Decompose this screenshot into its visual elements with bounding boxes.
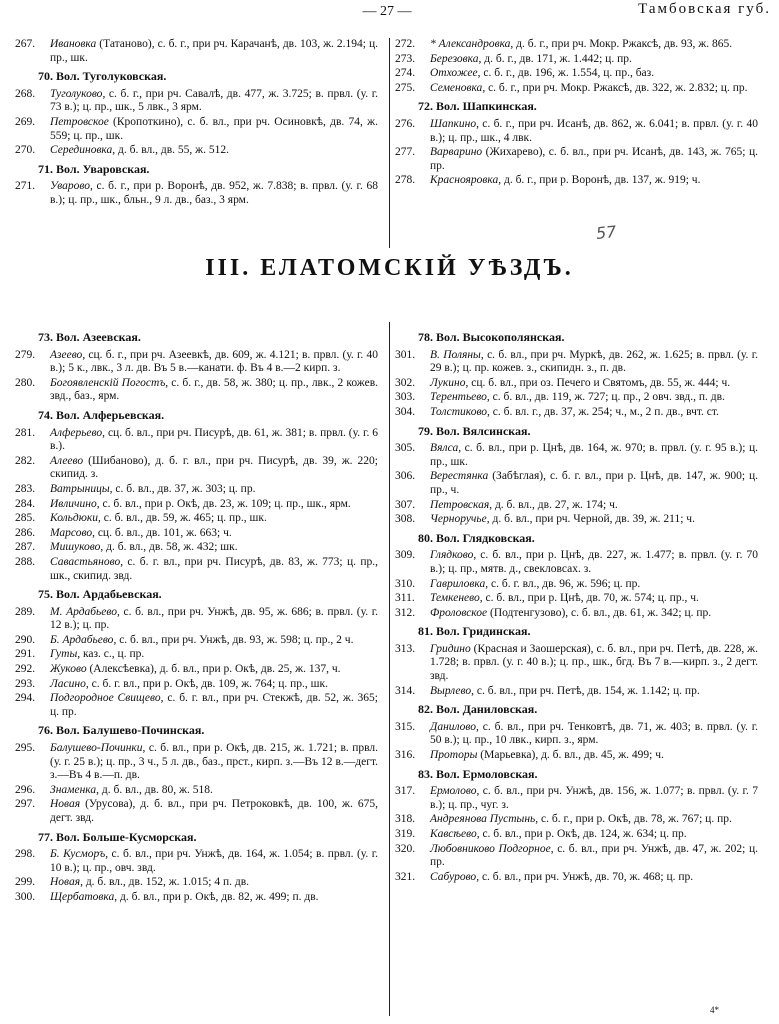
entry-number: 311. — [395, 592, 415, 605]
entry-number: 308. — [395, 513, 416, 526]
settlement-name: Вялса — [430, 442, 459, 455]
entry-number: 296. — [15, 783, 36, 796]
settlement-entry — [0, 556, 378, 583]
entry-number: 309. — [395, 549, 416, 562]
volost-heading: 75. Вол. Ардабьевская. — [38, 587, 162, 602]
settlement-name: Варварино — [430, 146, 483, 159]
settlement-name: Мишуково — [50, 541, 101, 554]
settlement-name: Уварово — [50, 180, 90, 193]
settlement-entry — [0, 784, 378, 798]
settlement-entry — [380, 685, 758, 699]
settlement-entry — [380, 643, 758, 684]
column-bottom-right — [380, 326, 758, 885]
settlement-name: Гавриловка — [430, 577, 486, 590]
settlement-name: Ватрыницы — [50, 482, 110, 495]
entry-number: 299. — [15, 876, 36, 889]
entry-number: 290. — [15, 633, 36, 646]
settlement-details: , д. б. вл., дв. 152, ж. 1.015; 4 п. дв. — [80, 876, 250, 889]
settlement-entry — [0, 455, 378, 482]
settlement-entry — [0, 88, 378, 115]
settlement-details: , сц. б. вл., при оз. Печего и Святомъ, дв. 55, ж. 444; ч. — [465, 376, 731, 389]
settlement-details: , д. б. вл., дв. 80, ж. 518. — [96, 783, 213, 796]
entry-number: 305. — [395, 442, 416, 455]
settlement-details: , с. б. вл., при р. Цнѣ, дв. 164, ж. 970; в. првл. (у. г. 95 в.); ц. пр., шк. — [430, 442, 758, 468]
entry-number: 288. — [15, 555, 36, 568]
settlement-entry — [380, 82, 758, 96]
settlement-name: Ласино — [50, 677, 86, 690]
settlement-details: , с. б. вл., при рч. Унжѣ, дв. 93, ж. 598; ц. пр., 2 ч. — [113, 633, 354, 646]
settlement-entry — [0, 180, 378, 207]
entry-number: 310. — [395, 577, 416, 590]
settlement-name: Гуты — [50, 648, 78, 661]
settlement-details: (Подтенгузово), с. б. вл., дв. 61, ж. 342; ц. пр. — [487, 606, 712, 619]
settlement-details: , с. б. вл., дв. 119, ж. 727; ц. пр., 2 овч. звд., п. дв. — [486, 391, 725, 404]
settlement-entry — [380, 53, 758, 67]
settlement-name: Отхожее — [430, 67, 478, 80]
settlement-name: Петровская — [430, 498, 490, 511]
volost-heading: 78. Вол. Высокополянская. — [418, 330, 565, 344]
settlement-name: Богоявленскій Погостъ — [50, 376, 166, 389]
entry-number: 307. — [395, 498, 416, 511]
settlement-name: Черноручье — [430, 513, 487, 526]
entry-number: 320. — [395, 842, 416, 855]
entry-number: 282. — [15, 454, 36, 467]
settlement-entry — [380, 828, 758, 842]
entry-number: 279. — [15, 348, 36, 361]
settlement-entry — [380, 377, 758, 391]
settlement-details: , с. б. вл., при рч. Унжѣ, дв. 164, ж. 1.054; в. првл. (у. г. 10 в.); ц. пр., овч. звд. — [50, 848, 378, 874]
settlement-details: , с. б. вл., при рч. Унжѣ, дв. 70, ж. 468; ц. пр. — [476, 870, 694, 883]
settlement-entry — [380, 38, 758, 52]
entry-number: 267. — [15, 38, 36, 50]
settlement-name: Щербатовка — [50, 890, 115, 903]
settlement-entry — [380, 67, 758, 81]
settlement-details: , д. б. вл., дв. 58, ж. 432; шк. — [100, 541, 238, 554]
settlement-details: , с. б. г., при рч. Савалѣ, дв. 477, ж. 3.725; в. првл. (у. г. 73 в.); ц. пр., шк., 5 лвк., 3 ярм. — [50, 87, 378, 114]
entry-number: 278. — [395, 174, 416, 187]
entry-number: 276. — [395, 117, 416, 130]
settlement-details: (Марьевка), д. б. вл., дв. 45, ж. 499; ч. — [477, 749, 664, 762]
settlement-entry — [0, 144, 378, 158]
settlement-entry — [0, 498, 378, 512]
settlement-details: , с. б. вл., при рч. Унжѣ, дв. 47, ж. 202; ц. пр. — [430, 842, 758, 869]
settlement-entry — [0, 116, 378, 143]
settlement-details: , д. б. вл., дв. 55, ж. 512. — [112, 144, 229, 157]
settlement-entry — [380, 871, 758, 885]
volost-heading: 81. Вол. Гридинская. — [418, 624, 531, 639]
settlement-name: Проторы — [430, 749, 478, 762]
settlement-details: , с. б. вл., при р. Цнѣ, дв. 70, ж. 574; ц. пр., ч. — [479, 592, 699, 605]
settlement-name: Андреянова Пустынь — [430, 813, 536, 826]
settlement-entry — [380, 785, 758, 812]
settlement-name: Кавсѣево — [430, 828, 477, 840]
settlement-details: , с. б. вл., дв. 37, ж. 303; ц. пр. — [109, 482, 256, 495]
settlement-entry — [380, 391, 758, 405]
settlement-details: , д. б. вл., дв. 27, ж. 174; ч. — [489, 498, 618, 511]
settlement-details: , с. б. вл., дв. 59, ж. 465; ц. пр., шк. — [97, 512, 267, 525]
settlement-entry — [0, 678, 378, 692]
settlement-entry — [0, 742, 378, 783]
settlement-details: (Жихарево), с. б. вл., при рч. Исанѣ, дв. 143, ж. 765; ц. пр. — [430, 146, 758, 172]
settlement-details: , с. б. вл. г., дв. 37, ж. 254; ч., м., 2 п. дв., вчт. ст. — [487, 405, 719, 418]
page-running-title: Тамбовская губ. — [638, 1, 771, 17]
settlement-details: , с. б. вл., при р. Окѣ, дв. 23, ж. 109; ц. пр., шк., ярм. — [96, 497, 351, 510]
settlement-name: * Александровка — [430, 38, 511, 50]
settlement-entry — [0, 527, 378, 541]
settlement-details: , с. б. г., при р. Воронѣ, дв. 952, ж. 7.838; в. првл. (у. г. 68 в.); ц. пр., шк., бльн., 9 л. дв., баз., 3 ярм. — [50, 180, 378, 206]
settlement-entry — [380, 349, 758, 376]
settlement-details: (Алексѣевка), д. б. вл., при р. Окѣ, дв. 25, ж. 137, ч. — [86, 663, 341, 676]
settlement-details: , с. б. вл., при рч. Унжѣ, дв. 156, ж. 1.077; в. првл. (у. г. 7 в.); ц. пр., чуг. з. — [430, 785, 758, 811]
entry-number: 303. — [395, 391, 416, 404]
volost-heading: 76. Вол. Балушево-Починская. — [38, 723, 205, 738]
settlement-name: Петровское — [50, 115, 109, 128]
entry-number: 270. — [15, 144, 36, 157]
settlement-name: Знаменка — [50, 783, 97, 796]
settlement-name: Серединовка — [50, 144, 113, 157]
settlement-entry — [0, 634, 378, 648]
entry-number: 316. — [395, 749, 416, 762]
entry-number: 283. — [15, 482, 36, 495]
settlement-name: Подгородное Свищево — [50, 692, 161, 705]
settlement-details: (Кропоткино), с. б. вл., при рч. Осиновкѣ, дв. 74, ж. 559; ц. пр., шк. — [50, 115, 378, 142]
settlement-details: , с. б. г., при р. Окѣ, дв. 78, ж. 767; ц. пр. — [535, 813, 732, 826]
volost-heading: 82. Вол. Даниловская. — [418, 702, 538, 717]
settlement-entry — [380, 749, 758, 763]
settlement-details: , с. б. г. вл., при р. Окѣ, дв. 109, ж. 764; ц. пр., шк. — [85, 677, 328, 690]
entry-number: 294. — [15, 692, 36, 705]
settlement-entry — [380, 146, 758, 173]
settlement-details: , с. б. вл., при р. Цнѣ, дв. 227, ж. 1.477; в. првл. (у. г. 70 в.); ц. пр., мятв. д., свекловсах. з. — [430, 549, 758, 575]
settlement-name: Новая — [50, 798, 81, 811]
settlement-details: , с. б. г. вл., при рч. Писурѣ, дв. 83, ж. 773; ц. пр., шк., скипид. звд. — [50, 555, 378, 582]
entry-number: 280. — [15, 376, 36, 389]
settlement-entry — [0, 427, 378, 454]
settlement-entry — [0, 512, 378, 526]
entry-number: 281. — [15, 426, 36, 439]
settlement-entry — [0, 663, 378, 677]
settlement-entry — [380, 549, 758, 576]
settlement-entry — [0, 349, 378, 376]
settlement-details: , сц. б. вл., дв. 101, ж. 663; ч. — [92, 526, 232, 539]
settlement-entry — [0, 648, 378, 662]
settlement-name: Сабурово — [430, 870, 477, 883]
volost-heading: 71. Вол. Уваровская. — [38, 161, 150, 176]
volost-heading: 83. Вол. Ермоловская. — [418, 766, 538, 781]
entry-number: 302. — [395, 376, 416, 389]
settlement-name: Ивановка — [50, 38, 97, 50]
settlement-entry — [0, 891, 378, 905]
volost-heading: 72. Вол. Шапкинская. — [418, 99, 537, 114]
settlement-entry — [380, 499, 758, 513]
settlement-entry — [380, 118, 758, 145]
volost-heading: 79. Вол. Вялсинская. — [418, 423, 531, 438]
column-top-left — [0, 38, 378, 209]
settlement-name: Алеево — [50, 454, 84, 467]
settlement-details: , д. б. вл., при р. Окѣ, дв. 82, ж. 499; п. дв. — [114, 890, 319, 903]
entry-number: 291. — [15, 648, 36, 661]
entry-number: 274. — [395, 67, 416, 80]
settlement-entry — [0, 606, 378, 633]
settlement-details: , каз. с., ц. пр. — [77, 648, 145, 661]
settlement-details: (Урусова), д. б. вл., при рч. Петроковкѣ, дв. 100, ж. 675, дегт. звд. — [50, 798, 378, 824]
handwritten-note: 57 — [595, 221, 618, 244]
page-number: — 27 — — [362, 4, 412, 19]
settlement-name: Жуково — [50, 663, 87, 676]
settlement-details: , д. б. г., при р. Воронѣ, дв. 137, ж. 919; ч. — [498, 174, 701, 187]
settlement-name: В. Поляны — [430, 348, 481, 361]
settlement-details: (Шибаново), д. б. г. вл., при рч. Писурѣ, дв. 39, ж. 220; скипид. з. — [50, 454, 378, 481]
settlement-entry — [0, 483, 378, 497]
settlement-name: Гридино — [430, 642, 471, 655]
entry-number: 268. — [15, 87, 36, 100]
settlement-entry — [0, 848, 378, 875]
entry-number: 286. — [15, 526, 36, 539]
settlement-name: Терентьево — [430, 391, 487, 404]
settlement-details: (Татаново), с. б. г., при рч. Карачанѣ, дв. 103, ж. 2.194; ц. пр., шк. — [50, 38, 378, 64]
settlement-name: Березовка — [430, 52, 479, 65]
entry-number: 297. — [15, 798, 36, 811]
entry-number: 284. — [15, 497, 36, 510]
entry-number: 292. — [15, 663, 36, 676]
entry-number: 269. — [15, 115, 36, 128]
settlement-entry — [0, 876, 378, 890]
entry-number: 306. — [395, 470, 416, 483]
entry-number: 293. — [15, 677, 36, 690]
settlement-details: (Красная и Заошерская), с. б. вл., при рч. Петѣ, дв. 228, ж. 1.728; в. првл. (у. г. 40 в.); ц. пр., шк., бгд. Въ 7 в.—кирп. з., 2 дегт. звд. — [430, 642, 758, 683]
settlement-name: Семеновка — [430, 81, 483, 94]
settlement-name: Данилово — [430, 720, 477, 733]
uezd-title: III. ЕЛАТОМСКІЙ УѢЗДЪ. — [205, 255, 574, 281]
settlement-entry — [380, 578, 758, 592]
settlement-name: Фроловское — [430, 606, 488, 619]
entry-number: 273. — [395, 52, 416, 65]
entry-number: 318. — [395, 813, 416, 826]
settlement-name: Новая — [50, 876, 81, 889]
entry-number: 304. — [395, 405, 416, 418]
settlement-details: (Забѣглая), с. б. г. вл., при р. Цнѣ, дв. 147, ж. 900; ц. пр., ч. — [430, 470, 758, 496]
settlement-details: , с. б. г. вл., при рч. Стекжѣ, дв. 52, ж. 365; ц. пр. — [50, 692, 378, 718]
entry-number: 298. — [15, 848, 36, 861]
entry-number: 319. — [395, 828, 416, 840]
entry-number: 317. — [395, 785, 416, 798]
entry-number: 285. — [15, 512, 36, 525]
entry-number: 312. — [395, 606, 416, 619]
settlement-entry — [380, 607, 758, 621]
settlement-name: Савастьяново — [50, 555, 121, 568]
settlement-details: , с. б. вл., при р. Окѣ, дв. 215, ж. 1.721; в. првл. (у. г. 25 в.); ц. пр., 3 ч., 5 л. дв., баз., прст., кирп. з.—Въ 12 в.—дегт. з.—Въ 4 в.—п. дв. — [50, 742, 378, 782]
settlement-name: Ермолово — [430, 785, 477, 798]
settlement-name: Толстиково — [430, 405, 488, 418]
volost-heading: 77. Вол. Больше-Кусморская. — [38, 829, 197, 844]
column-bottom-left — [0, 326, 378, 906]
entry-number: 272. — [395, 38, 416, 50]
settlement-entry — [380, 513, 758, 527]
settlement-name: Балушево-Починки — [50, 742, 143, 755]
entry-number: 321. — [395, 870, 416, 883]
settlement-name: Верестянка — [430, 470, 489, 483]
settlement-entry — [380, 470, 758, 497]
settlement-details: , с. б. г., при рч. Исанѣ, дв. 862, ж. 6.041; в. првл. (у. г. 40 в.); ц. пр., шк., 4 лвк. — [430, 117, 758, 144]
settlement-entry — [380, 843, 758, 870]
entry-number: 277. — [395, 146, 416, 159]
settlement-entry — [0, 798, 378, 825]
settlement-entry — [380, 721, 758, 748]
entry-number: 287. — [15, 541, 36, 554]
entry-number: 315. — [395, 720, 416, 733]
entry-number: 295. — [15, 742, 36, 755]
settlement-name: Вырлево — [430, 684, 472, 697]
settlement-details: , сц. б. г., при рч. Азеевкѣ, дв. 609, ж. 4.121; в. првл. (у. г. 40 в.); 5 к., лвк., 3 л. дв. Въ 5 в.—канати. ф. Въ 4 в.—2 кирп. з. — [50, 348, 378, 375]
settlement-name: Марсово — [50, 526, 93, 539]
volost-heading: 80. Вол. Глядковская. — [418, 530, 535, 545]
settlement-details: , с. б. вл., при рч. Унжѣ, дв. 95, ж. 686; в. првл. (у. г. 12 в.); ц. пр. — [50, 605, 379, 632]
settlement-name: Алферьево — [50, 426, 103, 439]
settlement-entry — [380, 174, 758, 188]
settlement-name: Лукино — [430, 376, 466, 389]
settlement-name: Любовниково Подгорное — [430, 842, 551, 855]
settlement-name: Ивличино — [50, 497, 97, 510]
settlement-entry — [380, 406, 758, 420]
volost-heading: 73. Вол. Азеевская. — [38, 330, 141, 344]
settlement-details: , д. б. г., дв. 171, ж. 1.442; ц. пр. — [478, 52, 632, 65]
settlement-entry — [0, 377, 378, 404]
entry-number: 314. — [395, 684, 416, 697]
settlement-details: , с. б. г. вл., дв. 96, ж. 596; ц. пр. — [485, 577, 641, 590]
settlement-entry — [0, 692, 378, 719]
settlement-entry — [380, 442, 758, 469]
settlement-name: Б. Ардабьево — [50, 633, 114, 646]
settlement-name: Темкенево — [430, 592, 480, 605]
settlement-name: Б. Кусморъ — [50, 848, 106, 861]
settlement-details: , с. б. вл., при рч. Петѣ, дв. 154, ж. 1.142; ц. пр. — [471, 684, 700, 697]
settlement-details: , с. б. вл., при рч. Муркѣ, дв. 262, ж. 1.625; в. првл. (у. г. 29 в.); ц. пр. кожев. з., скипидн. з., п. дв. — [430, 348, 758, 375]
settlement-details: , д. б. вл., при рч. Черной, дв. 39, ж. 211; ч. — [486, 513, 695, 526]
settlement-name: М. Ардабьево — [50, 605, 117, 618]
settlement-details: , сц. б. вл., при рч. Писурѣ, дв. 61, ж. 381; в. првл. (у. г. 6 в.). — [50, 426, 378, 453]
settlement-name: Краснояровка — [430, 174, 499, 187]
volost-heading: 70. Вол. Туголуковская. — [38, 69, 167, 84]
settlement-entry — [380, 592, 758, 606]
entry-number: 313. — [395, 642, 416, 655]
settlement-entry — [380, 813, 758, 827]
settlement-name: Туголуково — [50, 87, 103, 100]
settlement-details: , с. б. г., дв. 58, ж. 380; ц. пр., лвк., 2 кожев. звд., баз., ярм. — [50, 376, 378, 403]
entry-number: 275. — [395, 81, 416, 94]
entry-number: 301. — [395, 348, 416, 361]
settlement-name: Азеево — [50, 348, 83, 361]
settlement-details: , с. б. вл., при рч. Тенковтѣ, дв. 71, ж. 403; в. првл. (у. г. 50 в.); ц. пр., 10 лвк., кирп. з., ярм. — [430, 720, 758, 747]
entry-number: 289. — [15, 605, 36, 618]
settlement-details: , д. б. г., при рч. Мокр. Ржаксѣ, дв. 93, ж. 865. — [510, 38, 733, 50]
settlement-details: , с. б. вл., при р. Окѣ, дв. 124, ж. 634; ц. пр. — [476, 828, 687, 840]
settlement-name: Глядково — [430, 549, 474, 562]
settlement-entry — [0, 541, 378, 555]
settlement-details: , с. б. г., при рч. Мокр. Ржаксѣ, дв. 322, ж. 2.832; ц. пр. — [482, 81, 748, 94]
column-top-right — [380, 38, 758, 189]
entry-number: 300. — [15, 890, 36, 903]
signature-mark: 4* — [710, 1005, 719, 1016]
settlement-details: , с. б. г., дв. 196, ж. 1.554, ц. пр., баз. — [477, 67, 655, 80]
volost-heading: 74. Вол. Алферьевская. — [38, 407, 165, 422]
settlement-name: Кольдюки — [50, 512, 98, 525]
entry-number: 271. — [15, 180, 36, 193]
settlement-name: Шапкино — [430, 117, 477, 130]
settlement-entry — [0, 38, 378, 65]
